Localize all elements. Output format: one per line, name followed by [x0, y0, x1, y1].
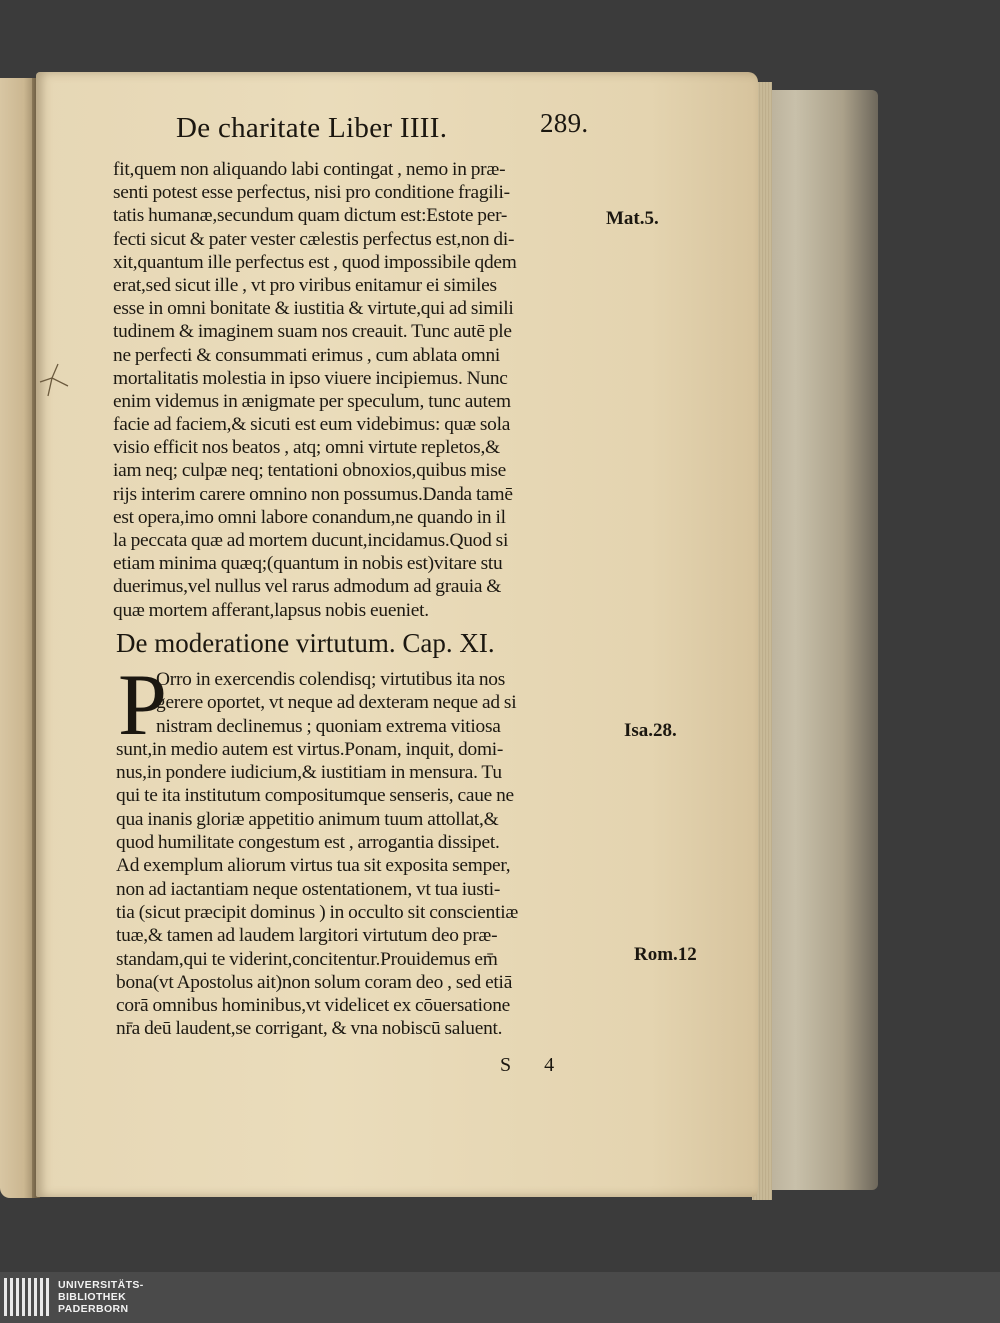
initial-letter: P	[118, 657, 167, 754]
library-name-line2: BIBLIOTHEK	[58, 1291, 127, 1303]
text-line: mortalitatis molestia in ipso viuere incipiemus. Nunc	[113, 367, 508, 389]
text-line: tuæ,& tamen ad laudem largitori virtutum deo præ-	[116, 925, 498, 947]
running-head	[176, 108, 626, 152]
text-line: visio efficit nos beatos , atq; omni virtute repletos,&	[113, 437, 500, 459]
text-line: tudinem & imaginem suam nos creauit. Tunc autē ple	[113, 321, 512, 343]
text-line: rijs interim carere omnino non possumus.Danda tamē	[113, 483, 513, 505]
text-line: corā omnibus hominibus,vt videlicet ex cōuersatione	[116, 995, 511, 1017]
text-line: tia (sicut præcipit dominus ) in occulto sit conscientiæ	[116, 901, 519, 923]
text-line: ne perfecti & consummati erimus , cum ablata omni	[113, 344, 501, 366]
text-line: non ad iactantiam neque ostentationem, vt tua iusti-	[116, 878, 501, 900]
previous-page-edge	[0, 78, 40, 1198]
library-name-line1: UNIVERSITÄTS-	[58, 1279, 144, 1291]
text-line: sunt,in medio autem est virtus.Ponam, inquit, domi-	[116, 738, 504, 760]
text-line: qui te ita institutum compositumque senseris, caue ne	[116, 785, 514, 807]
book-cover-edge	[760, 90, 878, 1190]
page-number: 289.	[540, 108, 589, 138]
text-line: fecti sicut & pater vester cælestis perfectus est,non di-	[113, 228, 515, 250]
text-line: nr̄a deū laudent,se corrigant, & vna nobiscū saluent.	[116, 1018, 503, 1040]
library-name-line3: PADERBORN	[58, 1303, 129, 1315]
text-line: standam,qui te viderint,concitentur.Prouidemus em̄	[116, 948, 498, 970]
text-line: quæ mortem afferant,lapsus nobis eueniet.	[113, 599, 429, 621]
chapter-text	[116, 657, 626, 1041]
text-line: bona(vt Apostolus ait)non solum coram deo , sed etiā	[116, 971, 513, 993]
text-line: esse in omni bonitate & iustitia & virtute,qui ad simili	[113, 298, 514, 320]
text-line: Ad exemplum aliorum virtus tua sit exposita semper,	[116, 855, 511, 877]
text-line: etiam minima quæq;(quantum in nobis est)vitare stu	[113, 553, 503, 575]
text-line: erat,sed sicut ille , vt pro viribus enitamur ei similes	[113, 274, 497, 296]
text-line: facie ad faciem,& sicuti est eum videbimus: quæ sola	[113, 414, 511, 436]
text-line: nistram declinemus ; quoniam extrema vitiosa	[156, 715, 501, 737]
library-logo-icon	[4, 1278, 52, 1316]
paper-tear-mark	[38, 360, 74, 400]
marginal-note-mat: Mat.5.	[606, 208, 659, 229]
text-line: qua inanis gloriæ appetitio animum tuum attollat,&	[116, 808, 499, 830]
text-line: la peccata quæ ad mortem ducunt,incidamus.Quod si	[113, 530, 509, 551]
text-line: duerimus,vel nullus vel rarus admodum ad grauia &	[113, 576, 502, 598]
text-line: tatis humanæ,secundum quam dictum est:Estote per-	[113, 205, 508, 227]
text-line: senti potest esse perfectus, nisi pro conditione fragili-	[113, 182, 510, 204]
text-line: est opera,imo omni labore conandum,ne quando in il	[113, 506, 506, 528]
text-line: xit,quantum ille perfectus est , quod impossibile qdem	[113, 251, 517, 273]
text-line: iam neq; culpæ neq; tentationi obnoxios,quibus mise	[113, 460, 507, 482]
body-text	[113, 158, 623, 622]
text-line: fit,quem non aliquando labi contingat , nemo in præ-	[113, 159, 506, 180]
text-line: nus,in pondere iudicium,& iustitiam in mensura. Tu	[116, 762, 502, 784]
marginal-note-rom: Rom.12	[634, 944, 697, 965]
library-footer	[0, 1272, 1000, 1323]
chapter-paragraph	[116, 657, 626, 1041]
marginal-note-isa: Isa.28.	[624, 720, 677, 741]
running-head-title: De charitate Liber IIII.	[176, 112, 448, 144]
signature-mark: S 4	[500, 1054, 569, 1076]
chapter-heading: De moderatione virtutum. Cap. XI.	[116, 628, 495, 658]
text-line: Orro in exercendis colendisq; virtutibus ita nos	[156, 669, 506, 690]
text-line: gerere oportet, vt neque ad dexteram neque ad si	[156, 692, 517, 714]
text-line: enim videmus in ænigmate per speculum, tunc autem	[113, 390, 511, 412]
library-name	[58, 1279, 144, 1315]
text-line: quod humilitate congestum est , arrogantia dissipet.	[116, 832, 500, 854]
